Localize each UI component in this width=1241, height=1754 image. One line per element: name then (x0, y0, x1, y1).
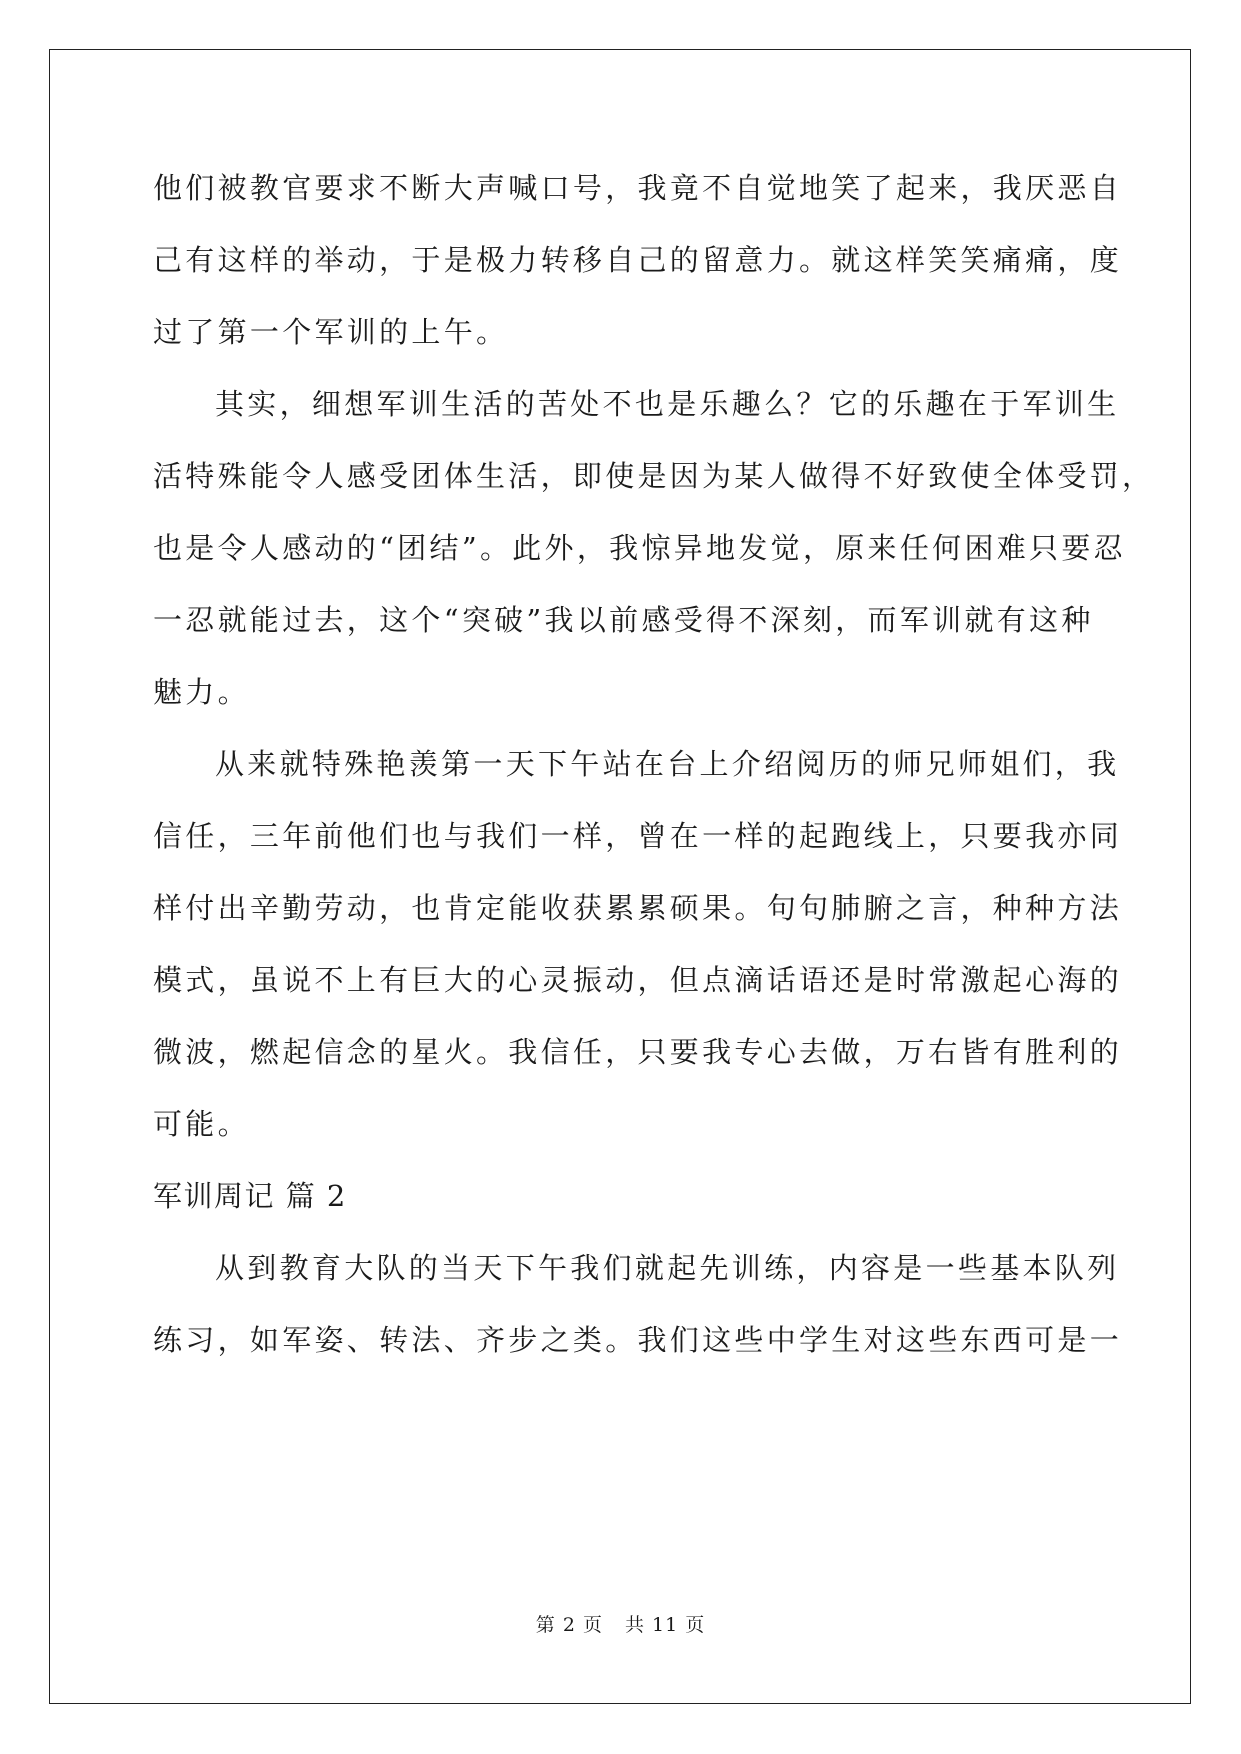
page-footer (0, 1610, 1241, 1637)
section-heading: 军训周记 篇 2 (153, 1179, 347, 1213)
text-line: 他们被教官要求不断大声喊口号，我竟不自觉地笑了起来，我厌恶自 (153, 171, 1123, 205)
text-line: 一忍就能过去，这个“突破”我以前感受得不深刻，而军训就有这种 (153, 603, 1094, 637)
text-line: 练习，如军姿、转法、齐步之类。我们这些中学生对这些东西可是一 (153, 1323, 1123, 1357)
document-body (153, 152, 1155, 1376)
page-number: 第 2 页 (535, 1614, 603, 1636)
text-line: 魅力。 (153, 675, 250, 709)
text-line: 活特殊能令人感受团体生活，即使是因为某人做得不好致使全体受罚， (153, 459, 1155, 493)
text-line: 可能。 (153, 1107, 250, 1141)
page-total: 共 11 页 (624, 1614, 706, 1636)
text-line: 过了第一个军训的上午。 (153, 315, 509, 349)
text-line: 模式，虽说不上有巨大的心灵振动，但点滴话语还是时常激起心海的 (153, 963, 1123, 997)
text-line: 样付出辛勤劳动，也肯定能收获累累硕果。句句肺腑之言，种种方法 (153, 891, 1123, 925)
paragraph-start-line: 从到教育大队的当天下午我们就起先训练，内容是一些基本队列 (215, 1251, 1120, 1285)
text-line: 信任，三年前他们也与我们一样，曾在一样的起跑线上，只要我亦同 (153, 819, 1123, 853)
paragraph-start-line: 其实，细想军训生活的苦处不也是乐趣么？它的乐趣在于军训生 (215, 387, 1120, 421)
text-line: 微波，燃起信念的星火。我信任，只要我专心去做，万右皆有胜利的 (153, 1035, 1123, 1069)
text-line: 也是令人感动的“团结”。此外，我惊异地发觉，原来任何困难只要忍 (153, 531, 1126, 565)
paragraph-start-line: 从来就特殊艳羡第一天下午站在台上介绍阅历的师兄师姐们，我 (215, 747, 1120, 781)
text-line: 己有这样的举动，于是极力转移自己的留意力。就这样笑笑痛痛，度 (153, 243, 1123, 277)
